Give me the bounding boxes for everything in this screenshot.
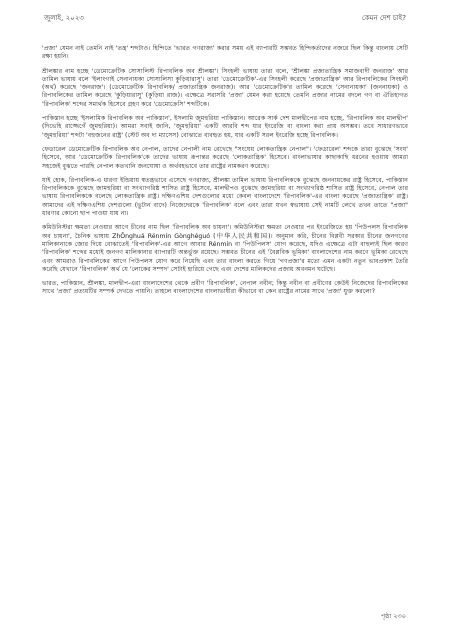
paragraph: যাই হোক, রিপাবলিক-এ ধারণা ইন্ডিয়ায় স্বতন্ত্রভাবে এসেছে গণরাজ্য, শ্রীলঙ্কা তামিল ভাষায় রিপাবলিককে বুঝেছে জননায়কের রাষ্ট্র হিসেবে, পাকিস্তান রিপাবলিককে বুঝেছে জামহুরিয়া বা সংখ্যাগরিষ্ঠ শাসিত রাষ্ট্র হিসেবে, মালদ্বীপও বুঝেছে জামহুরিয়া বা সংখ্যাগরিষ্ঠ শাসিত রাষ্ট্র হিসেবে, নেপাল তার ভাষায় রিপাবলিককে বলেছে লোকতান্ত্রিক রাষ্ট্র। দক্ষিণএশিয় দেশগুলোর মধ্যে কেবল বাংলাদেশে 'রিপাবলিক'-এর বাংলা করেছে 'প্রজাতান্ত্রিক' রাষ্ট্র। আমাদের এই দক্ষিণএশিয় দেশগুলো (ভুটান বাদে) নিজেদেরকে 'রিপাবলিক' বলে এবং তারা যখন স্বভাষায় সেই নামটি লেখে তখন তাতে "প্রজা" ধারণার কোনো ছাপ পাওয়া যায় না। xyxy=(42,176,408,218)
document-body xyxy=(42,45,408,303)
paragraph: কমিউনিস্টরা ক্ষমতা নেওয়ার আগে চীনের নাম ছিল 'রিপাবলিক অব চায়না'। কমিউনিস্টরা ক্ষমতা নেওয়ার পর ইংরেজিতে হয় 'পিউপলস রিপাবলিক অব চায়না', চৈনিক ভাষায় ZhŌnghuá Rénmín Gònghéguó (中华人民共和国)। অনুমান করি, চীনের বিপ্লবী সরকার চীনের জনগণের মালিকানাকে জোর দিয়ে বোঝাতেই 'রিপাবলিক'-এর আগে আবার Rénmín বা 'পিউপিলস' যোগ করেছে, যদিও এক্ষেত্রে এটা বাহুল্যই ছিল কারণ 'রিপাবলিক' শব্দের মধ্যেই জনগণ মালিকানার ব্যাপারটি অন্তর্ভুক্ত রয়েছে। সম্ভবত চীনের এই 'বৈপ্লবিক ভূমিকা' বাংলাদেশের নাম করণে ভূমিকা রেখেছে এবং আমরাও রিপাবলিকের আগে পিউপলস যোগ করে নিয়েছি এবং তার বাংলা করতে গিয়ে 'গণপ্রজা'র মতো এমন একটা নতুন ভাবপ্রকাশ তৈরি করেছি যেখানে 'রিপাবলিক' অর্থ যে 'লোকের সম্পদ' সেটাই হারিয়ে গেছে এবং দেশের মালিকদের প্রজায় অবনমন ঘটেছে। xyxy=(42,224,408,273)
paragraph: শ্রীলঙ্কার নাম হচ্ছে 'ডেমোক্রেটিক সোসালিস্ট রিপাবলিক অব শ্রীলঙ্কা'। সিংহলী ভাষায় তারা বলে, 'শ্রীলঙ্কা প্রজাতান্ত্রিক সমাজবাদী জনরাজ' আর তামিল ভাষায় বলে 'ইলাংগাই সেনানায়কা সোসালিসা কুড়িয়ারাসু'। তারা 'ডেমোক্রেটিক'-এর সিংহলী করেছে 'প্রজাতান্ত্রিক' আর রিপাবলিকের সিংহলী (অর্থ) করেছে 'জনরাজ'। (ডেমোক্রেটিক রিপাবলিক/ প্রজাতান্ত্রিক জনরাজ)। আর 'ডেমোক্রেটিক'র তামিল করেছে 'সেনানায়কা' (জননায়কা) ও রিপাবলিকের তামিল করেছে 'কুড়িয়ারাসু' (কুড়িয়া রাজ)। এক্ষেত্রে সরাসরি 'প্রজা' যেমন করা হয়েছে তেমনি প্রজার নামের বদলে গণ বা ঐতিহ্যগত 'রিপাবলিক' শব্দের সমার্থক হিসেবে গ্রহণ করে 'ডেমোক্রেসি' শব্দটিকে। xyxy=(42,67,408,108)
paragraph: পাকিস্তান হচ্ছে 'ইসলামিক রিপাবলিক অব পাকিস্তান', ইসলামি জুমহুরিয়া পাকিস্তান। আরেক সার্ক দেশ মালদ্বীপের নাম হচ্ছে, 'রিপাবলিক অব মালদ্বীপ' (দিভেহি রাজ্জেগেঁ জুমহুরিয়া)। আমরা সবাই জানি, 'জুমহুরিয়া' একটি আরবি শব্দ যার ইংরেজি বা বাংলা করা প্রায় অসম্ভব। তবে সাধারণভাবে 'জুমহুরিয়া' শব্দটা 'বহুজনের রাষ্ট্র' (স্টেট অব দ্য ম্যাসেস) বোঝাতে ব্যবহৃত হয়, যার একটি সরল ইংরেজি হচ্ছে রিপাবলিক। xyxy=(42,115,408,139)
paragraph: ভারত, পাকিস্তান, শ্রীলঙ্কা, মালদ্বীপ-এরা বাংলাদেশের থেকে প্রবীণ 'রিপাবলিক', নেপাল নবীন; কিন্তু নবীন বা প্রবীণের কেউই নিজেদের রিপাবলিকের সাথে 'প্রজা' প্রত্যয়টির সম্পর্ক দেখতে পায়নি। তাহলে বাংলাদেশের বাংলাভাষীরা কীভাবে বা কেন রাষ্ট্রের নামের সাথে 'প্রজা' যুক্ত করলো? xyxy=(42,280,408,296)
paragraph: 'প্রজা' যেমন নাই তেমনি নাই 'তন্ত্র' শব্দটাও। হিন্দিতে 'ভারত গণরাজ্য' করার সময় এই ব্যাপারটি সম্ভবত হিন্দিকর্তাদের নজরে ছিল কিন্তু বাংলায় সেটি রক্ষা হয়নি। xyxy=(42,45,408,61)
page-number: পৃষ্ঠা ২৩০ xyxy=(380,612,406,620)
header-title: কেমন দেশ চাই? xyxy=(361,14,406,22)
header-date: জুলাই, ২০২৩ xyxy=(44,14,84,22)
paragraph: ফেডারেল ডেমোক্রেটিক রিপাবলিক অব নেপাল, তাদের নেপালী নাম রেখেছে "সংঘেয় লোকতান্ত্রিক নেপাল"। 'ফেডারেল' শব্দকে তারা বুঝেছে 'সংঘ' হিসেবে, আর 'ডেমোক্রেটিক রিপাবলিক'কে তাদের ভাষায় রূপান্তর করেছে 'লোকতান্ত্রিক' হিসেবে। বাংলাভাষার কাছাকাছি ধরনের হওয়ায় আমরা সহজেই বুঝতে পারছি নেপাল কতখানি জনঘোষা ও অর্থবহভাবে তার রাষ্ট্রের নামকরণ করেছে। xyxy=(42,145,408,170)
